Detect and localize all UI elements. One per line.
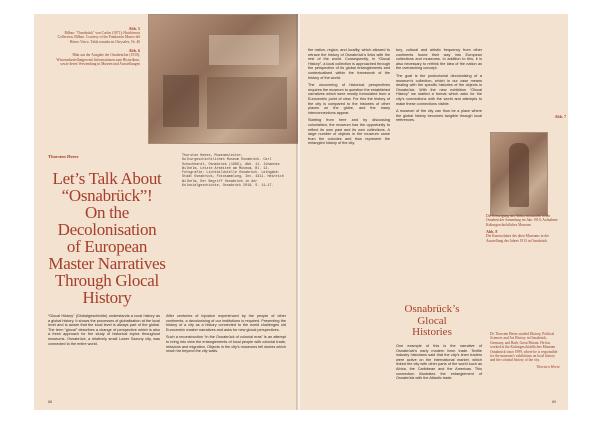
caption-label: Abb. 5 [128, 26, 140, 31]
paragraph: The goal is the postcolonial decolonising of a museum’s collection, which in our case means dealing with the specific histories of the objects in Osnabrück. With the new exhibition “Glocal History” we started a format which asks for the city’s connections with the world and attempts to make these connections visible. [396, 73, 482, 106]
right-col-2 [396, 48, 482, 123]
paragraph: Such a reconstruction “in the Osnabrück of colonial eras” is an attempt to bring into view the entanglements of local people with colonial trade, missions and migration. Objects in the city’s museums tell stories which reach far beyond the city walls. [166, 335, 286, 354]
caption-label: Abb. 6 [128, 48, 140, 54]
left-col-2 [166, 314, 286, 354]
page-number: 88 [48, 400, 52, 404]
left-col-1 [48, 314, 160, 349]
title-line: Let’s Talk About [52, 169, 162, 188]
right-bottom-col [396, 344, 482, 381]
african-sculpture-photo [490, 132, 548, 216]
title-line: Through Glocal [55, 271, 159, 290]
title-line: Master Narratives [48, 254, 166, 273]
paragraph: “Glocal History” (Globalgeschichte) understands a local history as a global history. It shows the processes of globalisation at the local level and is aware that the local level is always part of the global. The term “glocal” describes a change of perspective which is also a fresh approach for the study of historical topics throughout museums. Osnabrück, a relatively small Lower Saxony city, was connected to the entire world. [48, 314, 160, 346]
paragraph: Starting from here and by discussing colonialism, the museum has the opportunity to reflect its own past and its own collections. A large number of objects in the museum came from the colonies and thus represent the entangled history of the city. [308, 118, 390, 146]
title-line: History [82, 288, 132, 307]
paragraph: The uncovering of historical perspectives requires the museum to question the established narratives which were mostly formulated from a Eurocentric point of view. For this the history of the city is compared to the histories of other places on the globe, and the many interconnections appear. [308, 83, 390, 115]
author-name: Thorsten Heese [48, 154, 79, 159]
subtitle-line: Glocal [417, 314, 447, 327]
subtitle-line: Osnabrück’s [404, 303, 460, 315]
title-line: On the [85, 203, 129, 222]
article-title [46, 170, 168, 306]
bio-text: Dr. Thorsten Heese studied History, Political Sciences and Art History in Osnabrück, Germany, and Bath, Great Britain. He has worked at the Kulturgeschichtliches Museum Osnabrück since 1999, where he is responsible for the museum’s exhibitions on local history and the colonial history of the city. [490, 332, 558, 363]
title-line: of European [66, 237, 148, 256]
bio-signature: Thorsten Heese [536, 364, 560, 369]
caption-label: Abb. 7 [554, 114, 566, 119]
caption-text: Die Kreuzigung aus Afrika entstanden in der Osnabrücker Sammlung im Jahr 1910; Aufnahme: Kulturgeschichtliches Museum [486, 214, 559, 227]
section-title [362, 304, 502, 339]
author-bio [490, 332, 560, 369]
page-number: 89 [552, 400, 556, 404]
right-col-1 [308, 48, 390, 146]
paragraph: the nation, region, and locality, which allowed to retrace the history of Osnabrück’s links with the rest of the world. Consequently, in “Glocal History”, a local collection is approached through the perspective of its global entanglements and contextualised within the framework of the history of the world. [308, 48, 390, 80]
caption-block-right-2 [486, 214, 562, 243]
subtitle-line: Histories [412, 326, 452, 338]
paragraph: After centuries of injustice experienced by the people of other continents, a decolonising of our institutions is required. Presenting the history of a city as a history connected to the world challenges old Eurocentric master narratives and asks for new glocal perspectives. [166, 314, 286, 332]
right-page [300, 14, 568, 410]
caption-label: Abb. 8 [486, 229, 498, 235]
title-line: Decolonisation [57, 220, 157, 239]
paragraph: tory, cultural and artistic frequency from other continents found their way into European collections and museums. In addition to this, it is also necessary to rethink the idea of the nation as the overarching concept. [396, 48, 482, 71]
left-page [34, 14, 298, 410]
caption-block-left [48, 26, 140, 66]
historic-room-photo [148, 14, 298, 144]
caption-block-right [510, 114, 566, 119]
title-line: “Osnabrück”! [61, 186, 153, 205]
caption-text: Die Kunstschätze des alten Museums in der Ausstellung des Jahres 1913 in Osnabrück [486, 234, 549, 243]
paragraph: One example of this is the narrative of Osnabrück’s early modern linen trade. Textile industry historians said that the city’s linen traders were active on the international market, which linked the city with other parts of the world such as Africa, the Caribbean and the Americas. This connection illustrates the entanglement of Osnabrück with the Atlantic trade. [396, 344, 482, 381]
paragraph: A museum of the city can thus be a place where the global history becomes tangible through local references. [396, 109, 482, 123]
caption-text: Bilbao: "Osnabrück" von Carlos (1871); Hutchinson Collection, Bilbao. Courtesy of the Fundación Museo del Hierro Vasco. Tabla tomada en Chrysales, Nr. 46 [57, 31, 140, 44]
mono-notes: Thorsten Heese, Museumsleiter, Kulturgeschichtliches Museum Osnabrück. Carl Schuchhardt, Osnabrück (1909), Abb. 11. Johannes Wilhelm, Letzte Arbeiten am Museum, Bl. 12. Fotografie: Lichtbildstelle Osnabrück. Leihgabe: Stadt Osnabrück, Fotosammlung, Inv. 4311. Heinrich Wilhelm, Der Begriff Osnabrück in der Kolonialgeschichte, Osnabrück 2018, S. 11–17. [182, 154, 284, 189]
caption-text: Blatt aus der Ausgabe der Osnabrücker (1910), Wissensdarstellungen mit Informationen zum Historikern, sowie deren Verwendung in Museen und Ausstellungen [56, 53, 140, 67]
